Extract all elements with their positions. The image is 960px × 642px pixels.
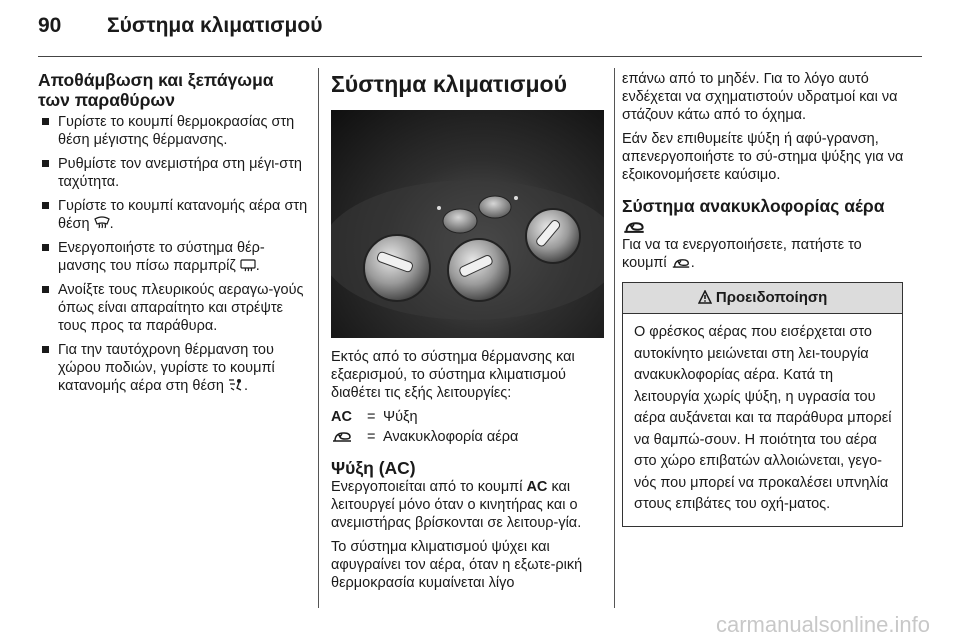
- header-rule: [38, 56, 922, 57]
- function-list: [331, 408, 518, 448]
- list-item: Ρυθμίστε τον ανεμιστήρα στη μέγι-στη ταχύτητα.: [38, 155, 308, 191]
- recirculation-heading: Σύστημα ανακυκλοφορίας αέρα: [622, 196, 904, 236]
- section-title: Σύστημα κλιματισμού: [331, 71, 567, 97]
- recirculation-icon: [331, 430, 353, 443]
- cooling-heading: Ψύξη (AC): [331, 458, 416, 478]
- list-item: Για την ταυτόχρονη θέρμανση του χώρου ποδιών, γυρίστε το κουμπί κατανομής αέρα στη θέση .: [38, 341, 308, 395]
- function-desc: Ψύξη: [383, 409, 418, 425]
- list-item: Ανοίξτε τους πλευρικούς αεραγω-γούς όπως είναι απαραίτητο και στρέψτε τους προς τα παράθυρα.: [38, 281, 308, 335]
- defrost-footwell-icon: [228, 378, 244, 392]
- recirculation-paragraph: Για να τα ενεργοποιήσετε, πατήστε το κουμπί .: [622, 237, 862, 271]
- cooling-paragraph: Ενεργοποιείται από το κουμπί AC και λειτουργεί μόνο όταν ο κινητήρας και ο ανεμιστήρας βρίσκονται σε λειτουρ-γία.: [331, 479, 582, 531]
- warning-title: Προειδοποίηση: [715, 289, 828, 306]
- page-number: 90: [38, 14, 62, 37]
- climate-control-panel-illustration: [331, 110, 604, 338]
- function-desc: Ανακυκλοφορία αέρα: [383, 429, 519, 445]
- table-row: AC = Ψύξη: [331, 408, 518, 428]
- recirculation-icon: [622, 220, 646, 234]
- defog-steps: [38, 113, 308, 395]
- page-title: Σύστημα κλιματισμού: [107, 14, 323, 37]
- column-divider-2: [614, 68, 615, 608]
- watermark: carmanualsonline.info: [715, 612, 930, 637]
- list-item: Γυρίστε το κουμπί θερμοκρασίας στη θέση μέγιστης θέρμανσης.: [38, 113, 308, 149]
- right-column: [622, 70, 904, 527]
- page-header: [38, 14, 922, 44]
- list-item: Ενεργοποιήστε το σύστημα θέρ-μανσης του πίσω παρμπρίζ .: [38, 239, 308, 275]
- warning-text: Ο φρέσκος αέρας που εισέρχεται στο αυτοκίνητο μειώνεται στη λει-τουργία ανακυκλοφορίας αέρα. Κατά τη λειτουργία χωρίς ψύξη, η υγρασία του αέρα αυξάνεται και τα παράθυρα μπορεί να θαμπώ-σουν. Η ποιότητα του αέρα στο χώρο επιβατών αλλοιώνεται, γεγο-νός που μπορεί να προκαλέσει υπνηλία στους επιβάτες του οχή-ματος.: [634, 324, 892, 512]
- middle-column: [331, 70, 604, 598]
- rear-window-heating-icon: [240, 258, 256, 272]
- continued-paragraph: επάνω από το μηδέν. Για το λόγο αυτό ενδέχεται να σχηματιστούν υδρατμοί και να στάζουν κάτω από το όχημα.: [622, 71, 898, 123]
- table-row: = Ανακυκλοφορία αέρα: [331, 428, 518, 448]
- cooling-paragraph-2: Το σύστημα κλιματισμού ψύχει και αφυγραίνει τον αέρα, όταν η εξωτε-ρική θερμοκρασία κυμαίνεται λίγο: [331, 539, 583, 591]
- defog-heading: Αποθάμβωση και ξεπάγωμα των παραθύρων: [38, 70, 274, 110]
- warning-triangle-icon: [698, 290, 712, 304]
- left-column: [38, 70, 308, 401]
- windscreen-defrost-icon: [94, 216, 110, 230]
- list-item: Γυρίστε το κουμπί κατανομής αέρα στη θέση .: [38, 197, 308, 233]
- fuel-saving-paragraph: Εάν δεν επιθυμείτε ψύξη ή αφύ-γρανση, απενεργοποιήστε το σύ-στημα ψύξης για να εξοικονομήσετε καύσιμο.: [622, 131, 904, 183]
- recirculation-icon: [671, 257, 691, 269]
- warning-header: [623, 283, 902, 314]
- climate-control-photo: [331, 110, 604, 338]
- function-key-ac: AC: [331, 409, 352, 425]
- intro-paragraph: Εκτός από το σύστημα θέρμανσης και εξαερισμού, το σύστημα κλιματισμού διαθέτει τις εξής λειτουργίες:: [331, 349, 575, 401]
- ac-button-label: AC: [526, 479, 548, 495]
- column-divider-1: [318, 68, 319, 608]
- warning-box: [622, 282, 903, 527]
